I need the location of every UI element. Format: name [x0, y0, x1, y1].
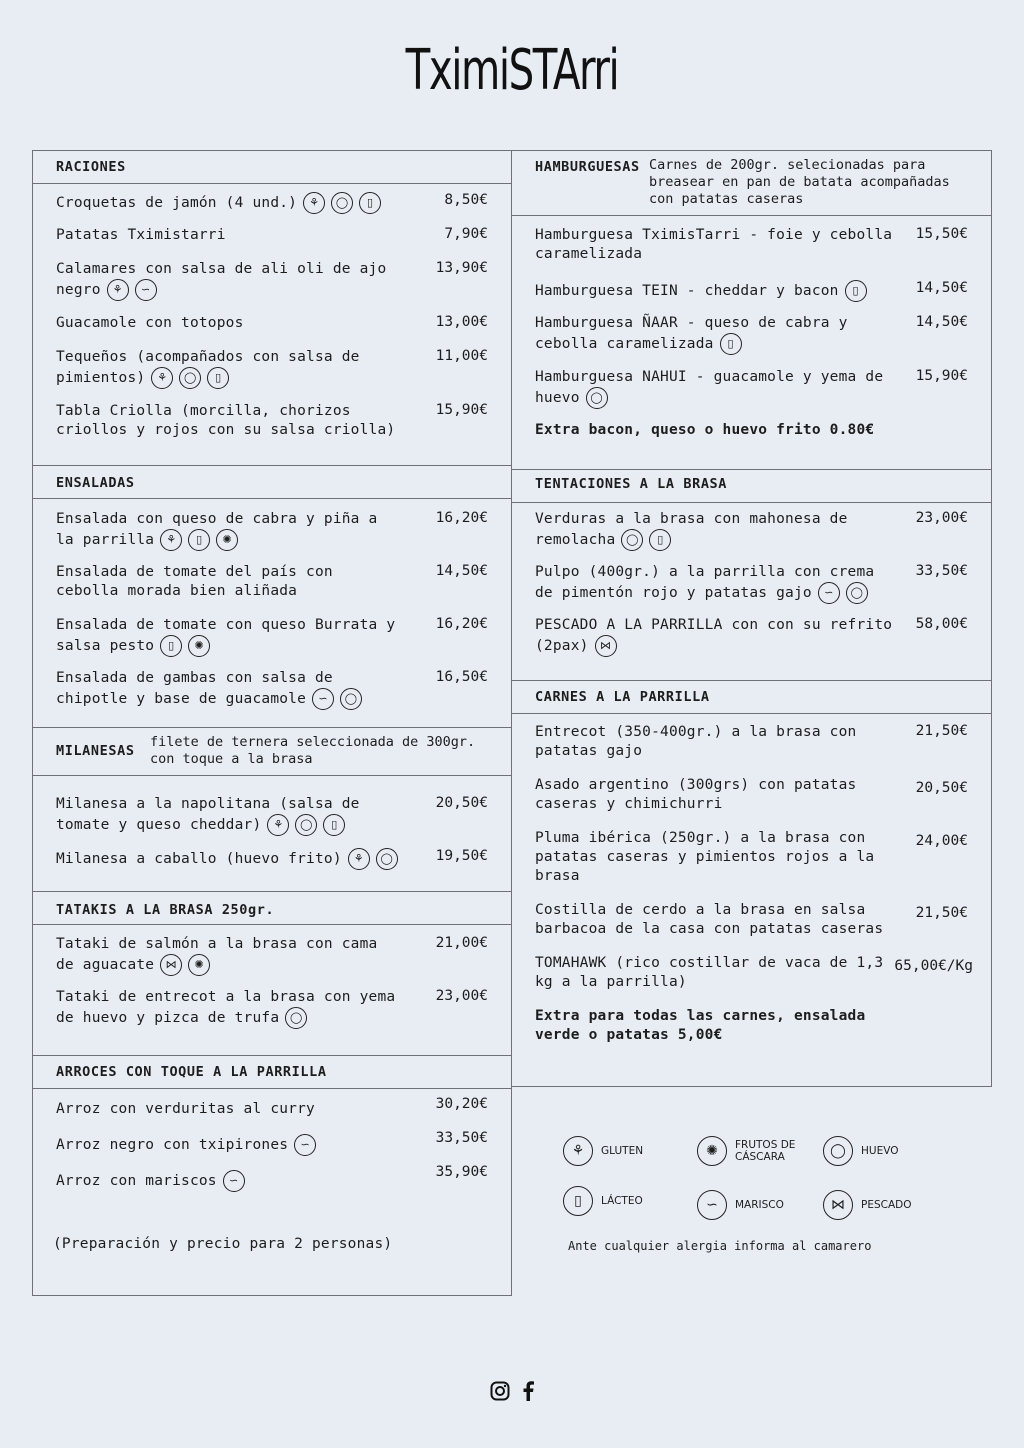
menu-price: 8,50€: [444, 192, 488, 208]
menu-price: 24,00€: [915, 833, 968, 849]
section-title: HAMBURGUESAS: [535, 159, 640, 175]
menu-price: 13,00€: [435, 314, 488, 330]
menu-price: 20,50€: [435, 795, 488, 811]
menu-price: 15,90€: [915, 368, 968, 384]
menu-item: Pulpo (400gr.) a la parrilla con crema de pimentón rojo y patatas gajo ∽ ◯: [535, 563, 874, 604]
section-arroces: [33, 1055, 511, 1298]
section-title: TENTACIONES A LA BRASA: [535, 476, 728, 492]
egg-icon: ◯: [295, 814, 317, 836]
fish-icon: ⋈: [823, 1190, 853, 1220]
allergy-note: Ante cualquier alergia informa al camarero: [568, 1239, 872, 1253]
menu-price: 21,00€: [435, 935, 488, 951]
menu-price: 16,20€: [435, 510, 488, 526]
menu-price: 33,50€: [435, 1130, 488, 1146]
menu-column-right: [511, 150, 992, 1087]
wheat-icon: ⚘: [348, 848, 370, 870]
milk-icon: ▯: [563, 1186, 593, 1216]
menu-column-left: [32, 150, 512, 1296]
menu-price: 14,50€: [435, 563, 488, 579]
legend-gluten: ⚘ GLUTEN: [563, 1136, 643, 1166]
fish-icon: ⋈: [595, 635, 617, 657]
menu-item: Tequeños (acompañados con salsa de pimientos) ⚘ ◯ ▯: [56, 348, 360, 389]
section-title: ARROCES CON TOQUE A LA PARRILLA: [56, 1064, 327, 1080]
nut-icon: ✺: [697, 1136, 727, 1166]
menu-item: Tabla Criolla (morcilla, chorizos criollos y rojos con su salsa criolla): [56, 403, 396, 438]
instagram-icon[interactable]: [490, 1381, 510, 1405]
menu-item: Croquetas de jamón (4 und.) ⚘ ◯ ▯: [56, 192, 381, 214]
section-title: TATAKIS A LA BRASA 250gr.: [56, 902, 275, 918]
menu-price: 20,50€: [915, 780, 968, 796]
menu-item: Milanesa a caballo (huevo frito) ⚘ ◯: [56, 848, 398, 870]
nut-icon: ✺: [216, 529, 238, 551]
section-milanesas: [33, 727, 511, 892]
brand-logo: TximiSTArri: [405, 38, 619, 103]
menu-price: 21,50€: [915, 905, 968, 921]
menu-item: Ensalada con queso de cabra y piña a la parrilla ⚘ ▯ ✺: [56, 510, 377, 551]
milk-icon: ▯: [160, 635, 182, 657]
section-title: ENSALADAS: [56, 475, 135, 491]
menu-item: Patatas Tximistarri: [56, 227, 226, 243]
wheat-icon: ⚘: [151, 367, 173, 389]
legend-huevo: ◯ HUEVO: [823, 1136, 898, 1166]
section-ensaladas: [33, 465, 511, 728]
nut-icon: ✺: [188, 954, 210, 976]
menu-item: Costilla de cerdo a la brasa en salsa barbacoa de la casa con patatas caseras: [535, 902, 884, 937]
menu-price: 15,90€: [435, 402, 488, 418]
egg-icon: ◯: [331, 192, 353, 214]
menu-item: Hamburguesa TEIN - cheddar y bacon ▯: [535, 280, 867, 302]
milk-icon: ▯: [207, 367, 229, 389]
wheat-icon: ⚘: [160, 529, 182, 551]
menu-item: Hamburguesa TximisTarri - foie y cebolla caramelizada: [535, 227, 893, 262]
menu-item: Milanesa a la napolitana (salsa de tomate y queso cheddar) ⚘ ◯ ▯: [56, 795, 360, 836]
menu-price: 23,00€: [435, 988, 488, 1004]
legend-lacteo: ▯ LÁCTEO: [563, 1186, 643, 1216]
extra-note: Extra para todas las carnes, ensalada verde o patatas 5,00€: [535, 1008, 866, 1043]
section-title: MILANESAS: [56, 743, 135, 759]
egg-icon: ◯: [376, 848, 398, 870]
shrimp-icon: ∽: [697, 1190, 727, 1220]
menu-item: Entrecot (350-400gr.) a la brasa con patatas gajo: [535, 724, 857, 759]
shrimp-icon: ∽: [818, 582, 840, 604]
milk-icon: ▯: [845, 280, 867, 302]
shrimp-icon: ∽: [294, 1134, 316, 1156]
section-hamburguesas: [512, 151, 991, 469]
menu-item: Hamburguesa NAHUI - guacamole y yema de huevo ◯: [535, 368, 883, 409]
shrimp-icon: ∽: [135, 279, 157, 301]
menu-item: Ensalada de tomate del país con cebolla morada bien aliñada: [56, 564, 333, 599]
menu-price: 21,50€: [915, 723, 968, 739]
menu-item: Hamburguesa ÑAAR - queso de cabra y cebolla caramelizada ▯: [535, 314, 848, 355]
shrimp-icon: ∽: [223, 1170, 245, 1192]
menu-price: 35,90€: [435, 1164, 488, 1180]
menu-price: 33,50€: [915, 563, 968, 579]
milk-icon: ▯: [720, 333, 742, 355]
milk-icon: ▯: [649, 529, 671, 551]
menu-item: Tataki de salmón a la brasa con cama de aguacate ⋈ ✺: [56, 935, 377, 976]
menu-price: 16,50€: [435, 669, 488, 685]
menu-item: Ensalada de tomate con queso Burrata y salsa pesto ▯ ✺: [56, 616, 395, 657]
section-title: CARNES A LA PARRILLA: [535, 689, 710, 705]
milk-icon: ▯: [359, 192, 381, 214]
menu-price: 15,50€: [915, 226, 968, 242]
menu-price: 14,50€: [915, 280, 968, 296]
wheat-icon: ⚘: [267, 814, 289, 836]
legend-pescado: ⋈ PESCADO: [823, 1190, 912, 1220]
egg-icon: ◯: [823, 1136, 853, 1166]
legend-marisco: ∽ MARISCO: [697, 1190, 784, 1220]
menu-price: 16,20€: [435, 616, 488, 632]
wheat-icon: ⚘: [107, 279, 129, 301]
egg-icon: ◯: [340, 688, 362, 710]
section-note: Carnes de 200gr. selecionadas para breasear en pan de batata acompañadas con patatas caseras: [649, 157, 950, 207]
menu-item: Arroz con mariscos ∽: [56, 1170, 245, 1192]
menu-item: Arroz con verduritas al curry: [56, 1101, 315, 1117]
extra-note: Extra bacon, queso o huevo frito 0.80€: [535, 422, 875, 438]
legend-frutos: ✺ FRUTOS DE CÁSCARA: [697, 1136, 795, 1166]
menu-item: Arroz negro con txipirones ∽: [56, 1134, 316, 1156]
menu-price: 11,00€: [435, 348, 488, 364]
menu-item: Calamares con salsa de ali oli de ajo negro ⚘ ∽: [56, 260, 386, 301]
menu-price: 13,90€: [435, 260, 488, 276]
egg-icon: ◯: [846, 582, 868, 604]
menu-item: PESCADO A LA PARRILLA con con su refrito (2pax) ⋈: [535, 616, 892, 657]
menu-item: Tataki de entrecot a la brasa con yema de huevo y pizca de trufa ◯: [56, 988, 395, 1029]
facebook-icon[interactable]: [522, 1381, 534, 1405]
menu-item: Guacamole con totopos: [56, 315, 244, 331]
section-note: filete de ternera seleccionada de 300gr. con toque a la brasa: [150, 734, 476, 767]
menu-price: 7,90€: [444, 226, 488, 242]
menu-item: Verduras a la brasa con mahonesa de remolacha ◯ ▯: [535, 510, 848, 551]
menu-price: 30,20€: [435, 1096, 488, 1112]
section-raciones: [33, 151, 511, 465]
egg-icon: ◯: [285, 1007, 307, 1029]
wheat-icon: ⚘: [303, 192, 325, 214]
shrimp-icon: ∽: [312, 688, 334, 710]
section-tentaciones: [512, 469, 991, 681]
menu-item: TOMAHAWK (rico costillar de vaca de 1,3 kg a la parrilla): [535, 955, 884, 990]
section-carnes: [512, 680, 991, 1087]
menu-item: Asado argentino (300grs) con patatas caseras y chimichurri: [535, 777, 857, 812]
section-tatakis: [33, 891, 511, 1056]
milk-icon: ▯: [323, 814, 345, 836]
fish-icon: ⋈: [160, 954, 182, 976]
menu-price: 19,50€: [435, 848, 488, 864]
menu-price: 23,00€: [915, 510, 968, 526]
menu-item: Ensalada de gambas con salsa de chipotle y base de guacamole ∽ ◯: [56, 669, 362, 710]
milk-icon: ▯: [188, 529, 210, 551]
egg-icon: ◯: [586, 387, 608, 409]
egg-icon: ◯: [179, 367, 201, 389]
egg-icon: ◯: [621, 529, 643, 551]
wheat-icon: ⚘: [563, 1136, 593, 1166]
nut-icon: ✺: [188, 635, 210, 657]
menu-price: 65,00€/Kg: [894, 958, 973, 974]
menu-price: 14,50€: [915, 314, 968, 330]
menu-item: Pluma ibérica (250gr.) a la brasa con patatas caseras y pimientos rojos a la brasa: [535, 830, 875, 884]
menu-price: 58,00€: [915, 616, 968, 632]
section-title: RACIONES: [56, 159, 126, 175]
footnote: (Preparación y precio para 2 personas): [53, 1236, 393, 1252]
